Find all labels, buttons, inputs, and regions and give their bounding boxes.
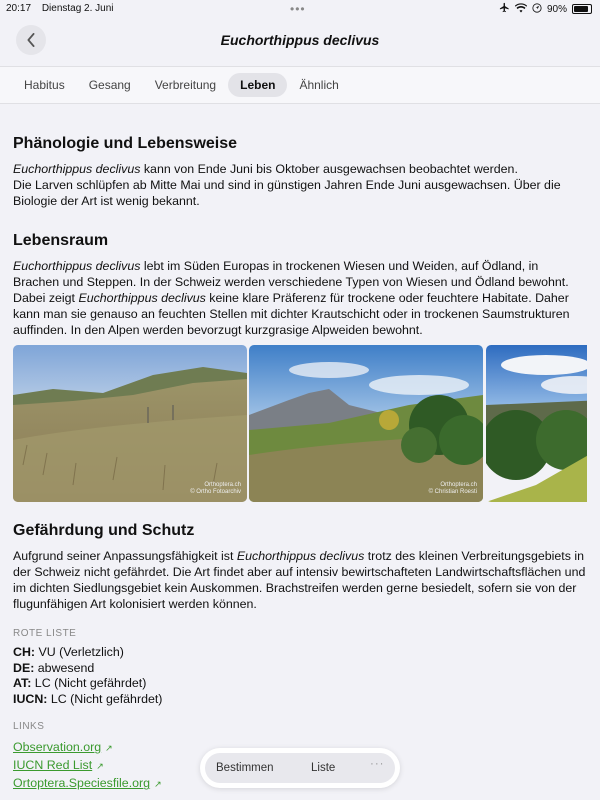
tab-verbreitung[interactable]: Verbreitung bbox=[154, 78, 217, 92]
battery-percent: 90% bbox=[546, 3, 567, 15]
gefaehrdung-text bbox=[13, 548, 587, 613]
links-label: LINKS bbox=[13, 721, 45, 733]
location-icon bbox=[532, 3, 542, 16]
red-list-key: IUCN: bbox=[13, 691, 48, 706]
navigation-bar bbox=[0, 18, 600, 66]
red-list-value: abwesend bbox=[34, 660, 95, 675]
link-observation-org[interactable]: Observation.org bbox=[13, 740, 102, 755]
habitat-photo[interactable] bbox=[13, 345, 247, 502]
link-iucn-red-list[interactable]: IUCN Red List bbox=[13, 758, 93, 773]
tab-habitus[interactable]: Habitus bbox=[24, 78, 65, 92]
external-link-icon: ↗ bbox=[105, 743, 113, 754]
battery-icon bbox=[572, 4, 592, 14]
red-list-value: LC (Nicht gefährdet) bbox=[31, 676, 147, 691]
red-list-value: VU (Verletzlich) bbox=[35, 645, 124, 660]
red-list-key: DE: bbox=[13, 660, 35, 675]
red-list-row bbox=[13, 676, 587, 692]
red-list-row bbox=[13, 692, 587, 708]
red-list-key: AT: bbox=[13, 676, 32, 691]
red-list-row bbox=[13, 661, 587, 677]
species-name: Euchorthippus declivus bbox=[78, 291, 206, 306]
bestimmen-button[interactable]: Bestimmen bbox=[216, 762, 274, 774]
species-name: Euchorthippus declivus bbox=[13, 258, 141, 273]
status-right bbox=[499, 2, 592, 16]
lebensraum-text-2: keine klare Präferenz für trockene oder feuchtere Habitate. Daher kann man sie genauso an feuchten Stellen mit dichter Krautschicht oder in trockenen Saumstrukturen auffinden. In den Alpen werden bevorzugt kurzgrasige Alpweiden bewohnt. bbox=[13, 291, 570, 338]
phaenologie-text-1: kann von Ende Juni bis Oktober ausgewachsen beobachtet werden. bbox=[140, 162, 518, 176]
battery-fill bbox=[574, 6, 588, 12]
tab-gesang[interactable]: Gesang bbox=[88, 78, 131, 92]
wifi-icon bbox=[515, 3, 527, 16]
tab-aehnlich[interactable]: Ähnlich bbox=[299, 78, 339, 92]
lebensraum-text-1: lebt im Süden Europas in trockenen Wiesen und Weiden, auf Ödland, in Brachen und Steppen. In der Schweiz werden verschiedene Typen von Wiesen und Ödland bewohnt. Dabei zeigt bbox=[13, 258, 569, 306]
page-title: Euchorthippus declivus bbox=[220, 32, 380, 48]
gefaehrdung-text-2: trotz des kleinen Verbreitungsgebiets in der Schweiz nicht gefährdet. Die Art findet aber auf intensiv bewirtschafteten Landwirtschaftsflächen und im dichten Siedlungsgebiet kein Auskommen. Brachstreifen werden gerne besiedelt, sofern sie von der flugunfähigen Art kolonisiert werden können. bbox=[13, 548, 586, 612]
red-list-value: LC (Nicht gefährdet) bbox=[47, 691, 163, 706]
species-name: Euchorthippus declivus bbox=[236, 548, 365, 563]
status-time: 20:17 bbox=[6, 3, 32, 14]
link-speciesfile[interactable]: Ortoptera.Speciesfile.org bbox=[13, 776, 151, 791]
bottom-bar-inner bbox=[205, 753, 395, 783]
liste-button[interactable]: Liste bbox=[311, 762, 336, 774]
red-list bbox=[13, 645, 587, 707]
habitat-photo[interactable] bbox=[486, 345, 587, 502]
slope-photo-image bbox=[486, 345, 587, 502]
bottom-floating-bar bbox=[200, 748, 400, 788]
multitask-dots-icon[interactable]: ••• bbox=[290, 2, 306, 16]
gefaehrdung-text-1: Aufgrund seiner Anpassungsfähigkeit ist bbox=[13, 548, 237, 563]
habitat-photo[interactable] bbox=[249, 345, 483, 502]
species-name: Euchorthippus declivus bbox=[13, 162, 141, 176]
tab-leben[interactable]: Leben bbox=[228, 73, 287, 97]
red-list-row bbox=[13, 645, 587, 661]
meadow-photo-image bbox=[13, 345, 247, 502]
more-icon[interactable]: ··· bbox=[370, 758, 385, 770]
habitat-photo-gallery[interactable] bbox=[13, 345, 587, 502]
mountain-photo-image bbox=[249, 345, 483, 502]
tab-bar bbox=[0, 66, 600, 104]
external-link-icon: ↗ bbox=[154, 779, 162, 790]
lebensraum-text bbox=[13, 258, 587, 339]
red-list-key: CH: bbox=[13, 645, 36, 660]
photo-credit: Orthoptera.ch © Christian Roesti bbox=[428, 481, 477, 495]
phaenologie-text-2: Die Larven schlüpfen ab Mitte Mai und sind in günstigen Jahren Ende Juni ausgewachsen. Über die Biologie der Art ist wenig bekannt. bbox=[13, 178, 561, 209]
main-content bbox=[13, 104, 587, 792]
section-heading-phaenologie: Phänologie und Lebensweise bbox=[13, 135, 238, 152]
status-date: Dienstag 2. Juni bbox=[41, 3, 114, 14]
airplane-icon bbox=[499, 2, 510, 16]
red-list-label: ROTE LISTE bbox=[13, 628, 77, 640]
status-left bbox=[6, 3, 122, 14]
photo-credit: Orthoptera.ch © Ortho Fotoarchiv bbox=[190, 481, 241, 495]
status-bar bbox=[0, 0, 600, 18]
section-heading-gefaehrdung: Gefährdung und Schutz bbox=[13, 521, 195, 539]
section-heading-lebensraum: Lebensraum bbox=[13, 231, 109, 249]
phaenologie-text bbox=[13, 161, 587, 210]
external-link-icon: ↗ bbox=[96, 761, 104, 772]
